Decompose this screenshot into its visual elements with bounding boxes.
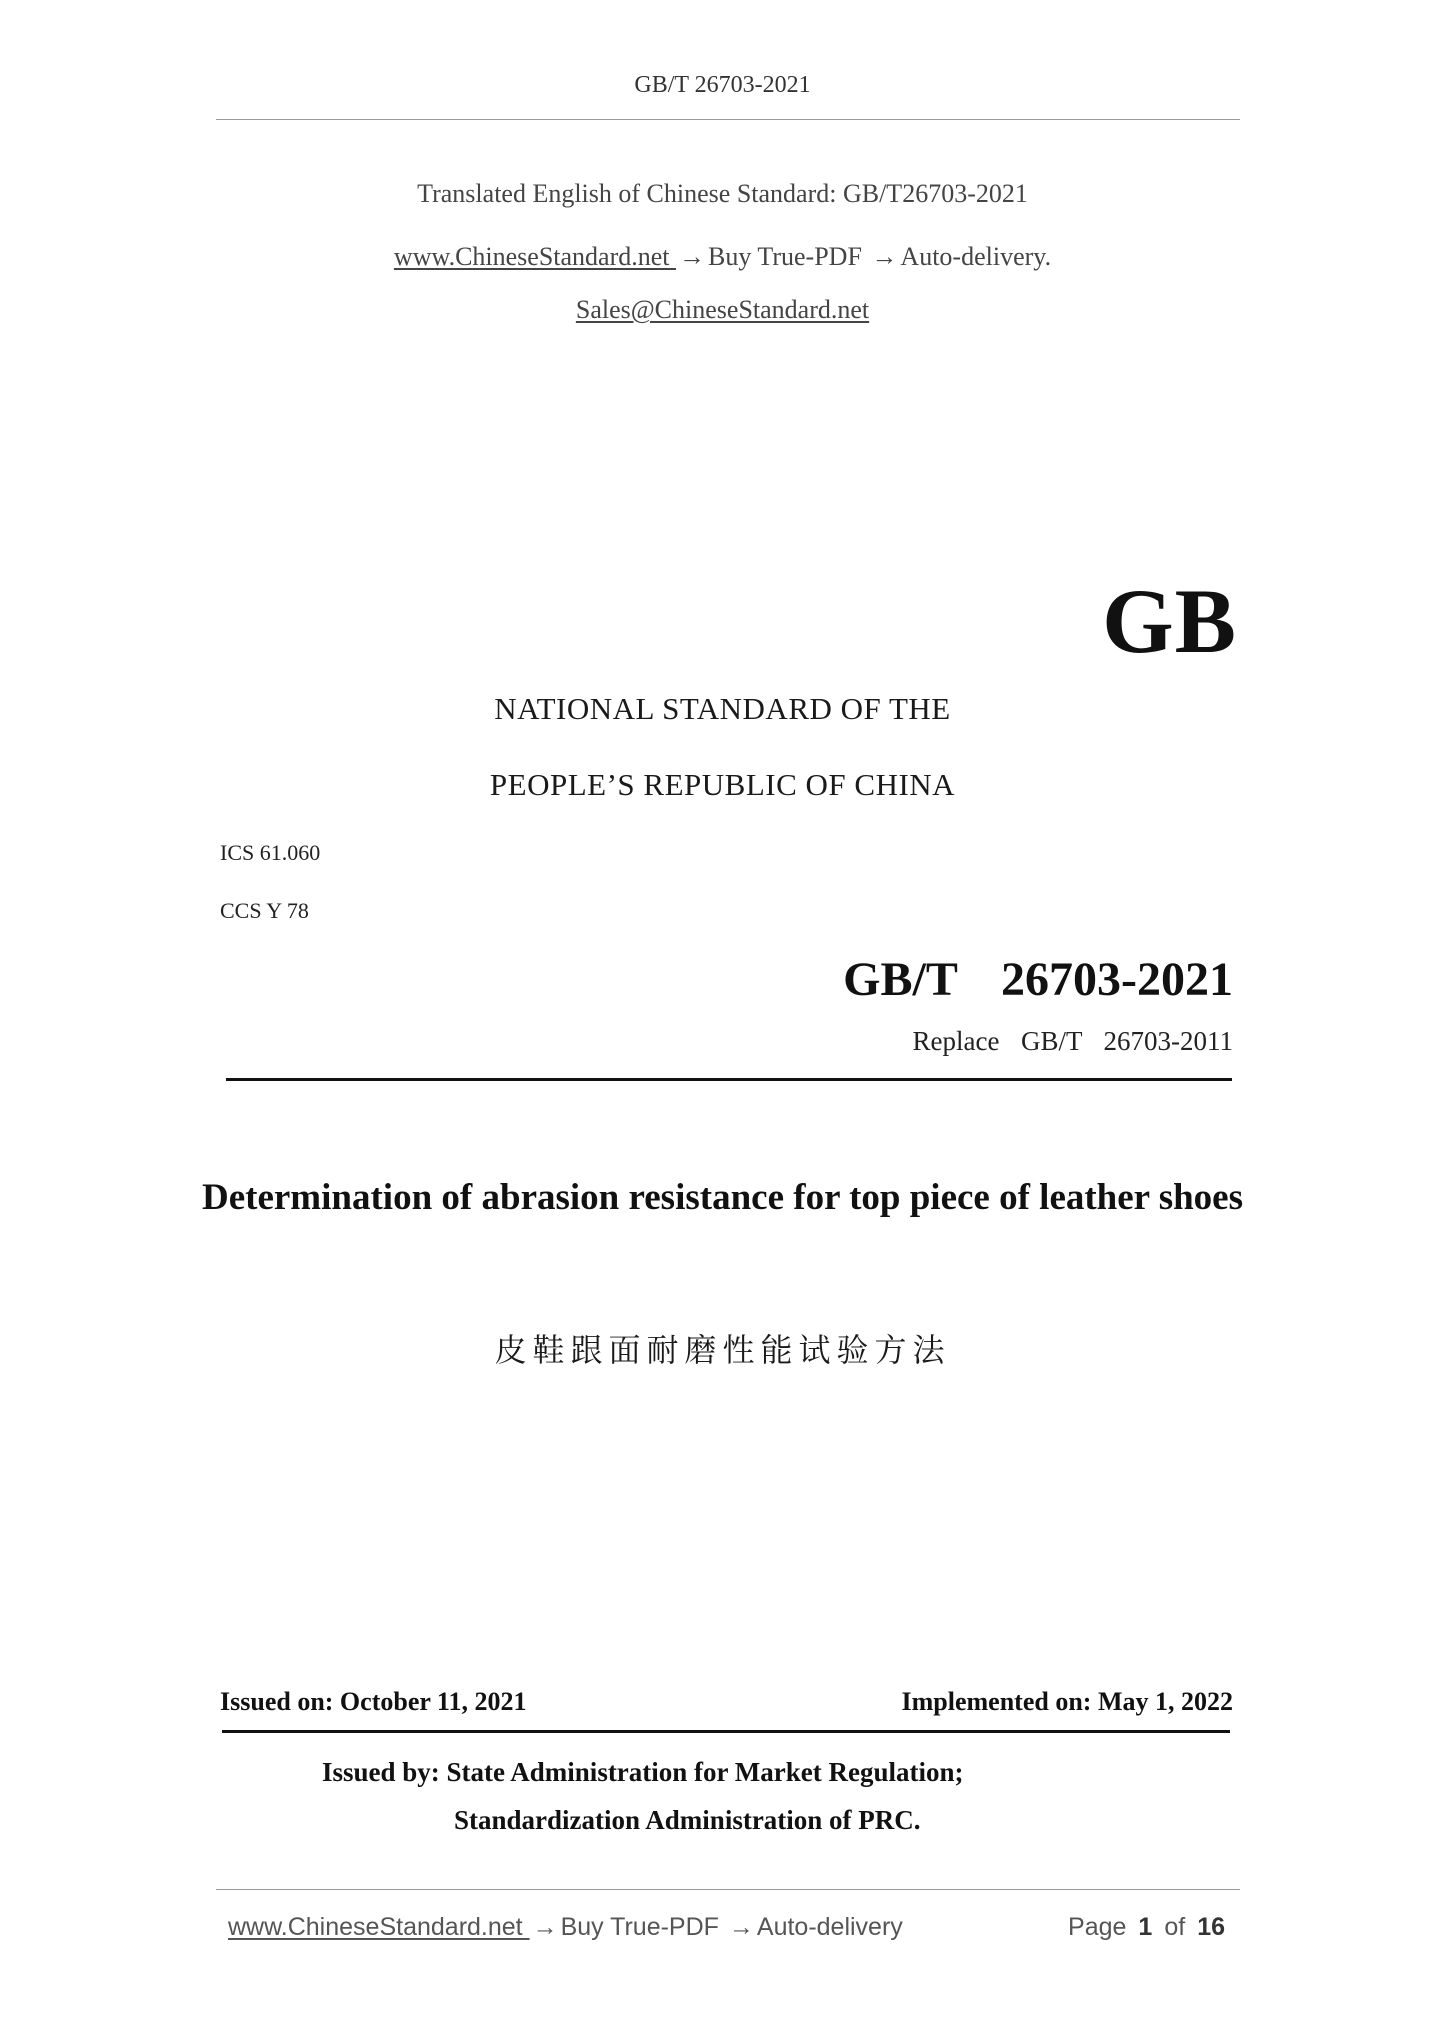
implemented-on-date: Implemented on: May 1, 2022 bbox=[901, 1687, 1233, 1716]
footer-delivery-text: Auto-delivery bbox=[756, 1913, 903, 1941]
issue-rule bbox=[222, 1730, 1230, 1733]
footer-site-link[interactable]: www.ChineseStandard.net bbox=[228, 1913, 530, 1941]
translation-notice: Translated English of Chinese Standard: GB/T26703-2021 bbox=[417, 179, 1028, 208]
email-line bbox=[0, 295, 1445, 325]
national-standard-line1: NATIONAL STANDARD OF THE bbox=[494, 691, 951, 726]
document-title: Determination of abrasion resistance for top piece of leather shoes bbox=[202, 1177, 1243, 1218]
title-rule bbox=[226, 1078, 1232, 1081]
arrow-right-icon: → bbox=[679, 242, 706, 271]
purchase-line bbox=[0, 242, 1445, 272]
replace-note: Replace GB/T 26703-2011 bbox=[912, 1026, 1233, 1056]
issued-by-line2: Standardization Administration of PRC. bbox=[454, 1805, 921, 1835]
footer-rule bbox=[216, 1889, 1240, 1890]
arrow-right-icon: → bbox=[728, 1913, 754, 1941]
of-label: of bbox=[1164, 1913, 1186, 1941]
gb-mark: GB bbox=[1102, 570, 1237, 672]
standard-number: GB/T 26703-2021 bbox=[843, 953, 1233, 1006]
ccs-code: CCS Y 78 bbox=[220, 898, 309, 923]
running-header: GB/T 26703-2021 bbox=[634, 72, 811, 98]
auto-delivery-text: Auto-delivery. bbox=[900, 242, 1052, 271]
issued-by-line1: Issued by: State Administration for Market Regulation; bbox=[322, 1757, 964, 1787]
document-title-chinese: 皮鞋跟面耐磨性能试验方法 bbox=[494, 1331, 951, 1369]
ics-code: ICS 61.060 bbox=[220, 840, 321, 865]
sales-email-link[interactable]: Sales@ChineseStandard.net bbox=[575, 295, 870, 324]
arrow-right-icon: → bbox=[532, 1913, 558, 1941]
page-total: 16 bbox=[1197, 1913, 1225, 1941]
footer-buy-text: Buy True-PDF bbox=[560, 1913, 719, 1941]
arrow-right-icon: → bbox=[871, 242, 898, 271]
issued-on-date: Issued on: October 11, 2021 bbox=[220, 1687, 527, 1716]
buy-true-pdf-text: Buy True-PDF bbox=[708, 242, 862, 271]
site-link[interactable]: www.ChineseStandard.net bbox=[393, 242, 677, 271]
national-standard-line2: PEOPLE’S REPUBLIC OF CHINA bbox=[489, 767, 956, 802]
header-rule bbox=[216, 119, 1240, 120]
page-indicator bbox=[1068, 1913, 1225, 1942]
page-number: 1 bbox=[1138, 1913, 1153, 1941]
footer-purchase-line bbox=[228, 1913, 903, 1942]
page-label: Page bbox=[1068, 1913, 1127, 1941]
